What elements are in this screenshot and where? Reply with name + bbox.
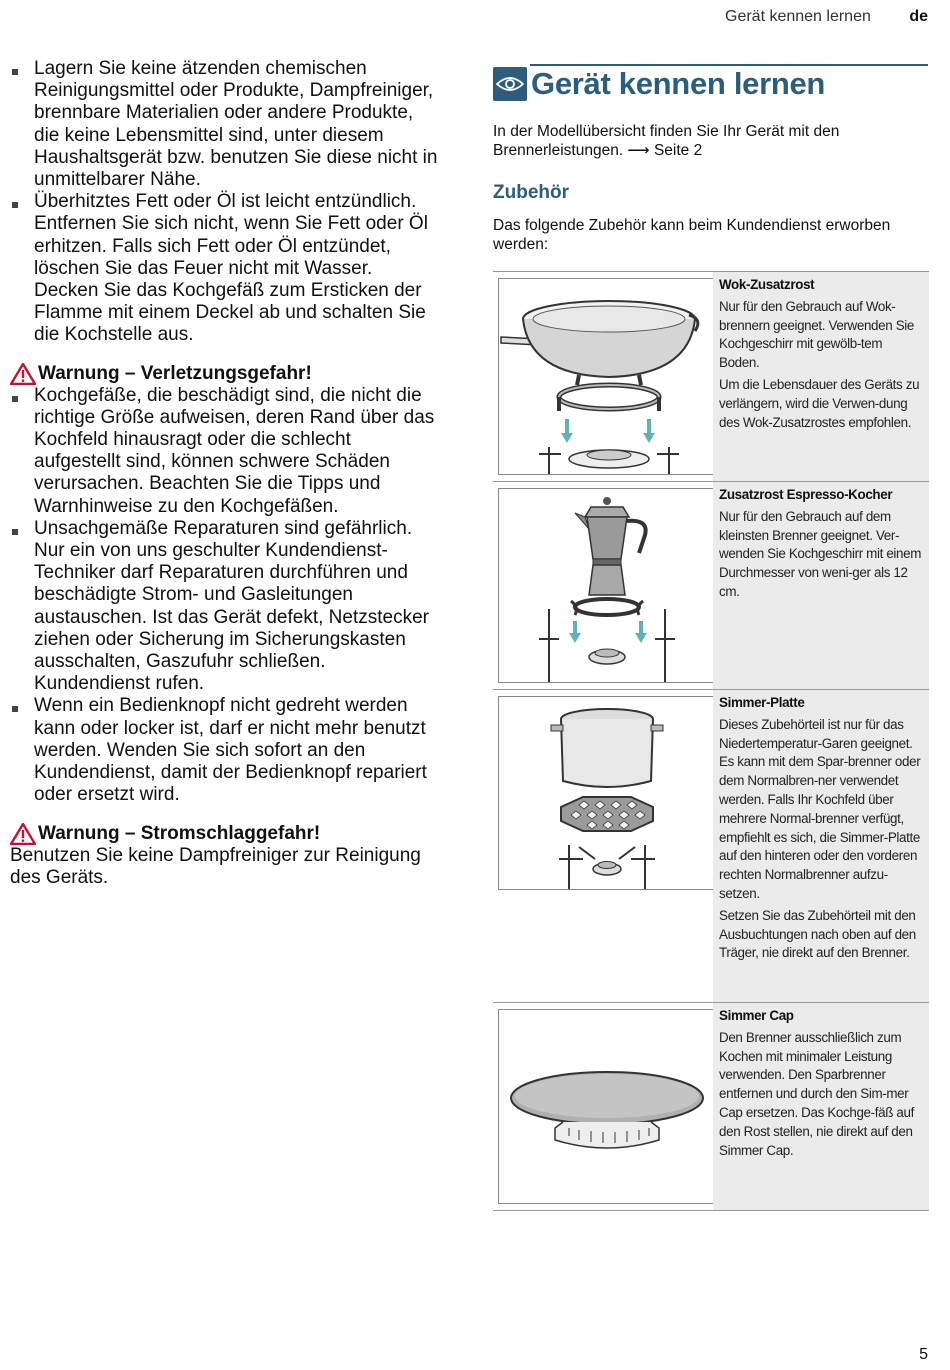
accessory-text: Nur für den Gebrauch auf dem kleinsten Brenner geeignet. Ver-wenden Sie Kochgeschirr mit einem Durchmesser von weni-ger als 12 cm.	[719, 508, 922, 599]
warning-triangle-icon	[10, 363, 36, 385]
simmer-cap-illustration	[498, 1009, 716, 1204]
right-column	[493, 64, 928, 254]
bullet-square-icon	[12, 69, 18, 75]
accessory-text: Um die Lebensdauer des Geräts zu verlängern, wird die Verwen-dung des Wok-Zusatzrostes empfohlen.	[719, 376, 920, 430]
eye-icon	[493, 67, 527, 101]
header-language: de	[909, 8, 928, 25]
warning-text: Benutzen Sie keine Dampfreiniger zur Reinigung des Geräts.	[10, 844, 421, 888]
accessory-name: Simmer-Platte	[719, 695, 805, 710]
table-row	[493, 271, 929, 481]
bullet-item	[10, 385, 440, 518]
table-row	[493, 689, 929, 1002]
image-cell	[493, 1003, 713, 1210]
warning-heading-text: Warnung – Stromschlaggefahr!	[38, 822, 321, 844]
table-row	[493, 481, 929, 689]
accessory-name: Simmer Cap	[719, 1008, 794, 1023]
warning-heading-injury	[10, 363, 440, 385]
description-cell	[713, 1003, 929, 1210]
table-bottom-rule	[493, 1210, 929, 1211]
accessories-table	[493, 271, 929, 1211]
warning-triangle-icon	[10, 823, 36, 845]
left-column	[10, 58, 440, 889]
bullet-item	[10, 58, 440, 191]
image-cell	[493, 690, 713, 1002]
subsection-title: Zubehör	[493, 182, 569, 203]
description-cell	[713, 482, 929, 689]
page-header	[725, 8, 928, 26]
bullet-text: Überhitztes Fett oder Öl ist leicht entzündlich. Entfernen Sie sich nicht, wenn Sie Fett oder Öl erhitzen. Falls sich Fett oder Öl entzündet, löschen Sie das Feuer nicht mit Wasser. Decken Sie das Kochgefäß zum Ersticken der Flamme mit einem Deckel ab und schalten Sie die Kochstelle aus.	[34, 191, 428, 346]
bullet-square-icon	[12, 706, 18, 712]
image-cell	[493, 482, 713, 689]
bullet-square-icon	[12, 529, 18, 535]
warning-heading-text: Warnung – Verletzungsgefahr!	[38, 362, 312, 384]
accessories-intro: Das folgende Zubehör kann beim Kundendienst erworben werden:	[493, 217, 891, 253]
description-cell	[713, 690, 929, 1002]
section-heading	[493, 66, 928, 102]
espresso-ring-illustration	[498, 488, 716, 683]
bullet-square-icon	[12, 202, 18, 208]
accessory-text: Dieses Zubehörteil ist nur für das Niedertemperatur-Garen geeignet. Es kann mit dem Spar-brenner oder dem Normalbren-ner verwendet werden. Falls Ihr Kochfeld über mehrere Normal-brenner verfügt, empfiehlt es sich, die Simmer-Platte auf den hinteren oder den vorderen rechten Normalbrenner aufzu-setzen.	[719, 716, 921, 901]
bullet-text: Wenn ein Bedienknopf nicht gedreht werden kann oder locker ist, darf er nicht mehr benutzt werden. Wenden Sie sich sofort an den Kundendienst, damit der Bedienknopf repariert oder ersetzt wird.	[34, 695, 427, 806]
bullet-item	[10, 695, 440, 806]
page-number: 5	[919, 1346, 928, 1363]
accessory-name: Wok-Zusatzrost	[719, 277, 815, 292]
section-intro: In der Modellübersicht finden Sie Ihr Gerät mit den Brennerleistungen. ⟶ Seite 2	[493, 123, 840, 159]
bullet-item	[10, 518, 440, 696]
table-row	[493, 1002, 929, 1210]
bullet-text: Unsachgemäße Reparaturen sind gefährlich. Nur ein von uns geschulter Kundendienst-Techniker darf Reparaturen durchführen und beschädigte Strom- und Gasleitungen austauschen. Ist das Gerät defekt, Netzstecker ziehen oder Sicherung im Sicherungskasten ausschalten, Gaszufuhr schließen. Kundendienst rufen.	[34, 517, 429, 695]
warning-heading-electric	[10, 823, 440, 845]
bullet-square-icon	[12, 396, 18, 402]
section-title: Gerät kennen lernen	[531, 66, 826, 101]
wok-ring-illustration	[498, 278, 716, 475]
bullet-text: Kochgefäße, die beschädigt sind, die nicht die richtige Größe aufweisen, deren Rand über das Kochfeld hinausragt oder die schlecht aufgestellt sind, können schwere Schäden verursachen. Beachten Sie die Tipps und Warnhinweise zu den Kochgefäßen.	[34, 384, 435, 517]
header-section-title: Gerät kennen lernen	[725, 8, 871, 25]
bullet-text: Lagern Sie keine ätzenden chemischen Reinigungsmittel oder Produkte, Dampfreiniger, brennbare Materialien oder andere Produkte, die keine Lebensmittel sind, unter diesem Haushaltsgerät bzw. benutzen Sie diese nicht in unmittelbarer Nähe.	[34, 58, 438, 191]
accessory-text: Nur für den Gebrauch auf Wok-brennern geeignet. Verwenden Sie Kochgeschirr mit gewölb-tem Boden.	[719, 298, 915, 371]
accessory-text: Setzen Sie das Zubehörteil mit den Ausbuchtungen nach oben auf den Träger, nie direkt auf den Brenner.	[719, 907, 916, 961]
description-cell	[713, 272, 929, 481]
simmer-plate-illustration	[498, 696, 716, 890]
accessory-name: Zusatzrost Espresso-Kocher	[719, 487, 893, 502]
accessory-text: Den Brenner ausschließlich zum Kochen mit minimaler Leistung verwenden. Den Sparbrenner entfernen und durch den Sim-mer Cap ersetzen. Das Kochge-fäß auf den Rost stellen, nie direkt auf den Simmer Cap.	[719, 1029, 914, 1158]
bullet-item	[10, 191, 440, 346]
image-cell	[493, 272, 713, 481]
